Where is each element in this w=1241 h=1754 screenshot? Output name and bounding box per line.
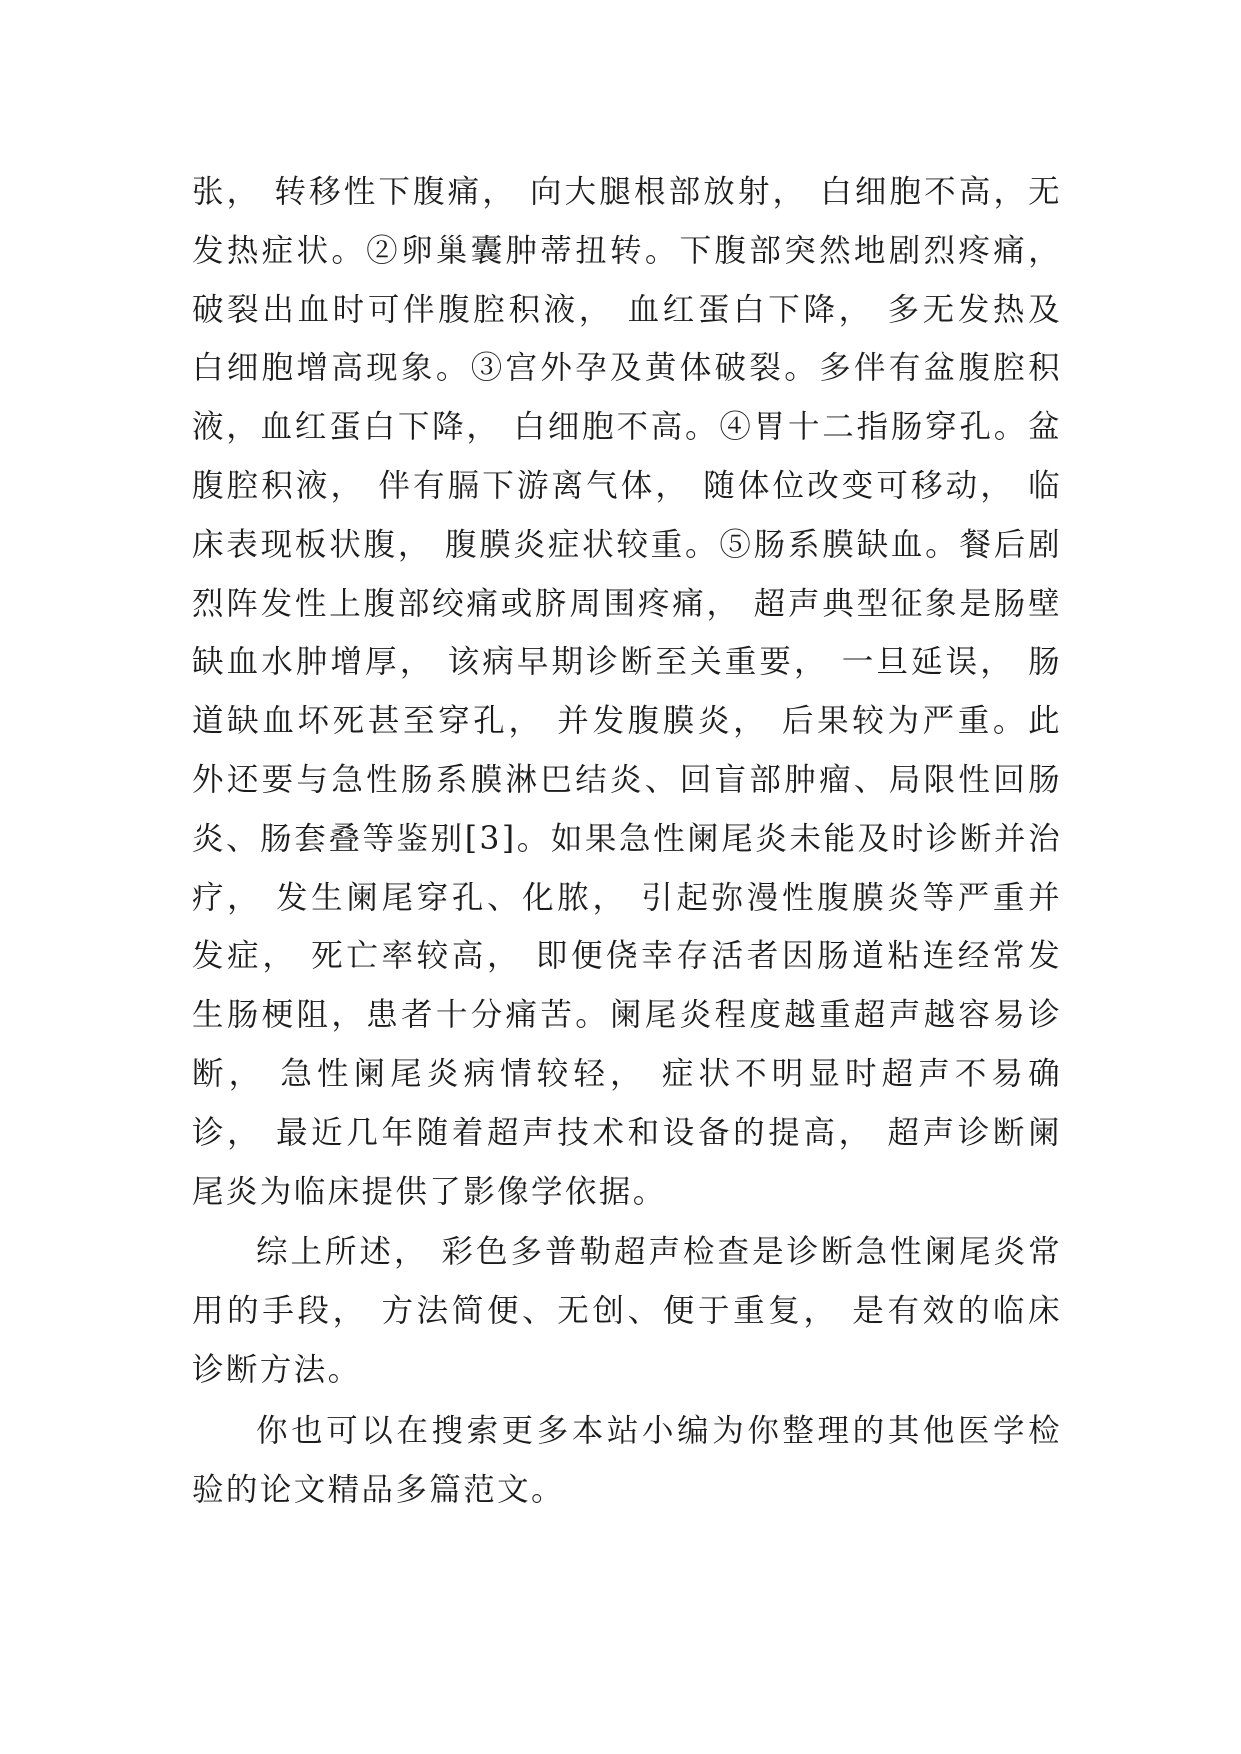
body-paragraph-summary: 综上所述， 彩色多普勒超声检查是诊断急性阑尾炎常用的手段， 方法简便、无创、便于重复， 是有效的临床诊断方法。 xyxy=(192,1234,1062,1388)
document-body xyxy=(192,163,1062,1519)
body-paragraph-continuation: 张， 转移性下腹痛， 向大腿根部放射， 白细胞不高，无发热症状。②卵巢囊肿蒂扭转。下腹部突然地剧烈疼痛，破裂出血时可伴腹腔积液， 血红蛋白下降， 多无发热及白细胞增高现象。③宫外孕及黄体破裂。多伴有盆腹腔积液，血红蛋白下降， 白细胞不高。④胃十二指肠穿孔。盆腹腔积液， 伴有膈下游离气体， 随体位改变可移动， 临床表现板状腹， 腹膜炎症状较重。⑤肠系膜缺血。餐后剧烈阵发性上腹部绞痛或脐周围疼痛， 超声典型征象是肠壁缺血水肿增厚， 该病早期诊断至关重要， 一旦延误， 肠道缺血坏死甚至穿孔， 并发腹膜炎， 后果较为严重。此外还要与急性肠系膜淋巴结炎、回盲部肿瘤、局限性回肠炎、肠套叠等鉴别[3]。如果急性阑尾炎未能及时诊断并治疗， 发生阑尾穿孔、化脓， 引起弥漫性腹膜炎等严重并发症， 死亡率较高， 即便侥幸存活者因肠道粘连经常发生肠梗阻，患者十分痛苦。阑尾炎程度越重超声越容易诊断， 急性阑尾炎病情较轻， 症状不明显时超声不易确诊， 最近几年随着超声技术和设备的提高， 超声诊断阑尾炎为临床提供了影像学依据。 xyxy=(192,174,1062,1210)
body-paragraph-closing-note: 你也可以在搜索更多本站小编为你整理的其他医学检验的论文精品多篇范文。 xyxy=(192,1412,1062,1508)
